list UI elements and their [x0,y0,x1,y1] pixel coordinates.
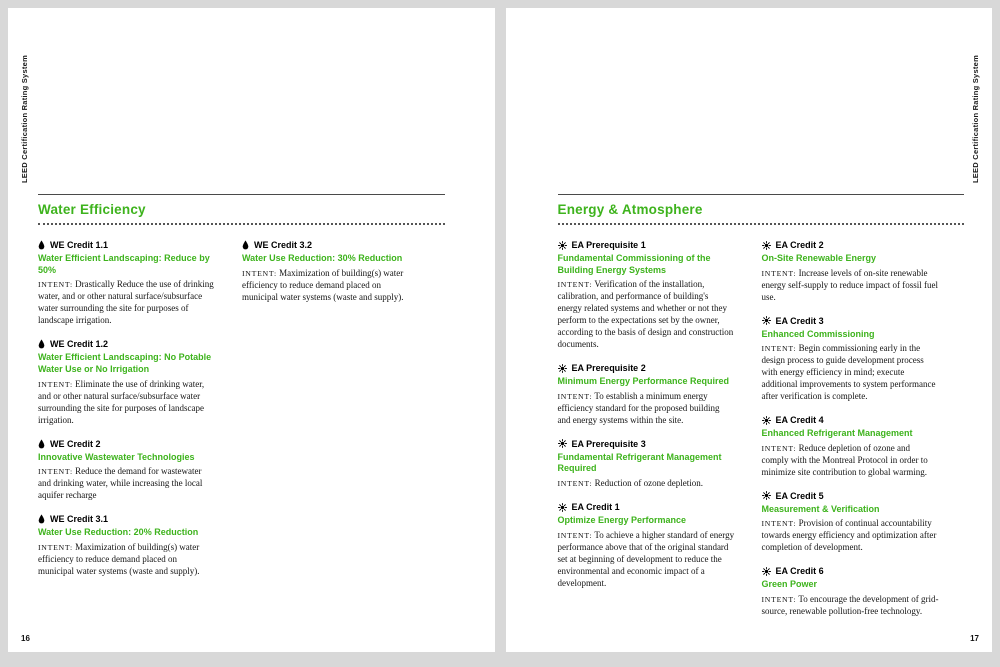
credit-subtitle: Water Use Reduction: 30% Reduction [242,253,403,263]
credit-subtitle: Optimize Energy Performance [557,515,687,526]
intent-label: INTENT: [761,519,797,529]
credit-intent [38,542,215,578]
dotted-divider [558,223,965,225]
credit-item [558,502,735,590]
intent-text: Reduce the demand for wastewater and drinking water, while increasing the local aquifer recharge [38,466,203,501]
intent-label: INTENT: [761,443,797,453]
credit-name: EA Credit 1 [571,502,620,513]
credit-item [38,514,215,578]
credit-subtitle: Water Use Reduction: 20% Reduction [38,527,199,538]
credit-subtitle: Measurement & Verification [761,503,880,514]
intent-label: INTENT: [557,391,593,401]
sun-icon [762,316,771,325]
credit-intent [38,279,215,327]
credit-header [558,240,735,250]
credit-header [762,415,939,425]
credit-name: EA Prerequisite 1 [571,240,646,250]
credit-subtitle: Fundamental Commissioning of the Building Energy Systems [557,253,711,275]
intent-text: Provision of continual accountability towards energy efficiency and optimization after completion of development. [761,518,937,553]
credit-subtitle: Water Efficient Landscaping: Reduce by 50% [38,253,210,275]
credit-subtitle: Minimum Energy Performance Required [557,376,730,387]
credit-header [762,491,939,501]
credit-item [558,439,735,490]
intent-text: Eliminate the use of drinking water, and or other natural surface/subsurface water surrounding the site for purposes of landscape irrigation. [38,378,205,425]
page-number: 17 [970,634,979,643]
column [242,240,419,590]
intent-label: INTENT: [38,379,73,389]
spine-label: LEED Certification Rating System [20,55,29,184]
column [762,240,939,630]
credit-item [38,439,215,503]
credit-name: EA Credit 3 [775,315,824,326]
credit-intent [38,466,215,502]
dotted-divider [38,223,445,225]
intent-label: INTENT: [38,467,73,477]
divider [558,194,965,195]
credit-header [762,240,939,250]
credit-intent [762,594,939,618]
intent-text: Reduction of ozone depletion. [594,478,704,489]
credit-header [762,316,939,326]
credit-item [762,415,939,479]
intent-label: INTENT: [557,479,593,489]
credit-item [762,316,939,404]
droplet-icon [38,514,45,524]
credit-header [762,566,939,576]
credit-header [38,514,215,524]
credit-subtitle: Water Efficient Landscaping: No Potable Water Use or No Irrigation [38,352,212,374]
credit-subtitle: Innovative Wastewater Technologies [38,451,195,462]
sun-icon [762,491,771,500]
credit-item [38,339,215,426]
intent-text: To establish a minimum energy efficiency standard for the proposed building and energy systems within the site. [557,390,720,425]
credit-intent [38,379,215,427]
intent-label: INTENT: [242,268,277,278]
intent-text: Verification of the installation, calibration, and performance of building's energy related systems and whether or not they perform to the expectations set by the owner, according to the basis of design and construction documents. [557,279,734,350]
intent-label: INTENT: [761,595,797,604]
sun-icon [762,416,771,425]
intent-text: To achieve a higher standard of energy performance above that of the original standard set at beginning of development to reduce the environmental and economic impact of a development. [557,529,735,588]
droplet-icon [38,439,45,449]
page-content [558,194,965,630]
intent-text: Reduce depletion of ozone and comply with the Montreal Protocol in order to minimize site contribution to global warming. [761,442,928,477]
credit-intent [762,443,939,479]
credit-name: WE Credit 1.2 [50,339,109,350]
credit-intent [558,279,735,351]
sun-icon [762,567,771,576]
droplet-icon [38,339,45,349]
credit-subtitle: Green Power [761,579,818,590]
sun-icon [558,364,567,373]
credit-name: WE Credit 2 [50,438,101,449]
credit-item [762,240,939,304]
intent-label: INTENT: [761,344,797,354]
page-number: 16 [21,634,30,643]
column [38,240,215,590]
droplet-icon [242,240,249,250]
intent-text: Increase levels of on-site renewable energy self-supply to reduce impact of fossil fuel use. [761,267,939,302]
credit-subtitle: Enhanced Commissioning [761,328,875,339]
column [558,240,735,630]
credit-header [558,502,735,512]
credit-name: EA Credit 6 [775,566,824,577]
credit-header [242,240,419,250]
intent-label: INTENT: [761,268,797,278]
sun-icon [558,439,567,448]
section-title: Water Efficiency [38,202,146,217]
credit-intent [762,343,939,403]
sun-icon [558,241,567,250]
credit-name: EA Credit 5 [775,490,824,501]
credit-name: EA Prerequisite 3 [571,438,646,449]
credit-name: WE Credit 3.2 [254,240,313,250]
credit-intent [558,478,735,490]
credit-header [558,439,735,449]
credit-item [242,240,419,304]
credit-subtitle: Enhanced Refrigerant Management [761,428,913,439]
credit-header [558,363,735,373]
page [506,8,993,652]
credit-item [558,240,735,351]
credit-name: EA Prerequisite 2 [571,363,646,374]
credit-item [558,363,735,427]
sun-icon [762,241,771,250]
credit-intent [242,268,419,304]
credit-intent [558,391,735,427]
credit-name: WE Credit 1.1 [50,240,109,250]
intent-label: INTENT: [38,542,73,552]
page [8,8,495,652]
credit-name: WE Credit 3.1 [50,514,109,525]
intent-text: To encourage the development of grid-source, renewable pollution-free technology. [761,594,939,616]
intent-label: INTENT: [557,530,593,540]
credit-name: EA Credit 2 [775,240,824,250]
intent-label: INTENT: [557,280,593,290]
credit-name: EA Credit 4 [775,415,824,426]
spine-label: LEED Certification Rating System [971,55,980,184]
credit-header [38,339,215,349]
intent-text: Maximization of building(s) water efficiency to reduce demand placed on municipal water systems (waste and supply). [38,541,200,576]
intent-label: INTENT: [38,280,73,290]
columns [558,240,965,630]
sun-icon [558,503,567,512]
columns [38,240,445,590]
intent-text: Drastically Reduce the use of drinking water, and or other natural surface/subsurface water surrounding the site for purposes of landscape irrigation. [38,279,214,326]
credit-subtitle: Fundamental Refrigerant Management Required [557,451,722,474]
credit-item [762,566,939,618]
intent-text: Begin commissioning early in the design process to guide development process with energy efficiency in mind; execute additional improvements to system performance after verification is complete. [761,343,936,402]
credit-intent [762,268,939,304]
credit-header [38,240,215,250]
droplet-icon [38,240,45,250]
credit-subtitle: On-Site Renewable Energy [761,253,877,263]
credit-item [38,240,215,327]
page-content [38,194,445,590]
divider [38,194,445,195]
credit-intent [762,518,939,554]
intent-text: Maximization of building(s) water efficiency to reduce demand placed on municipal water systems (waste and supply). [242,267,404,302]
credit-item [762,491,939,555]
credit-intent [558,530,735,590]
section-title: Energy & Atmosphere [557,202,703,217]
credit-header [38,439,215,449]
